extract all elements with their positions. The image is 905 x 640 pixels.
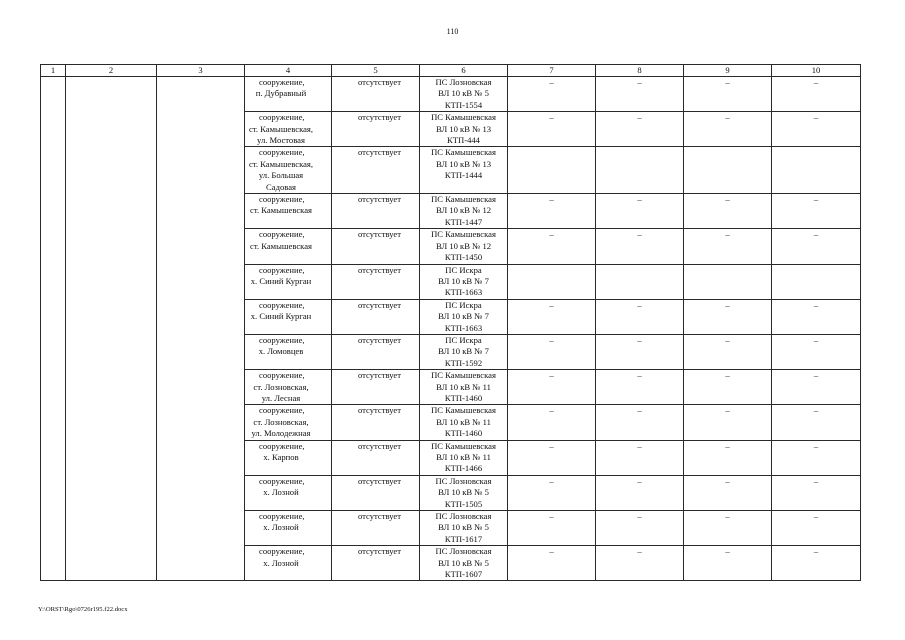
table-row xyxy=(41,440,861,475)
status-cell xyxy=(332,299,420,334)
column-header-7: 7 xyxy=(508,65,596,77)
power-source-line: КТП-1466 xyxy=(444,463,483,474)
object-line: ул. Молодежная xyxy=(251,428,311,439)
value-cell-c9 xyxy=(684,147,772,194)
value-cell-c8: – xyxy=(596,546,684,581)
value-cell-c9 xyxy=(684,264,772,299)
power-source-line: КТП-1444 xyxy=(444,170,483,181)
empty-cell-col-1 xyxy=(41,511,66,546)
power-source-cell xyxy=(420,299,508,334)
empty-cell-col-3 xyxy=(157,334,245,369)
object-line: сооружение, xyxy=(259,440,305,451)
status-text: отсутствует xyxy=(358,112,401,123)
power-source-cell xyxy=(420,112,508,147)
empty-cell-col-3 xyxy=(157,475,245,510)
value-cell-c10: – xyxy=(772,440,861,475)
empty-cell-col-2 xyxy=(66,147,157,194)
empty-cell-col-2 xyxy=(66,475,157,510)
object-cell xyxy=(245,475,332,510)
value-cell-c10: – xyxy=(772,194,861,229)
value-cell-c7: – xyxy=(508,370,596,405)
power-source-line: КТП-1663 xyxy=(444,322,483,333)
object-line: ст. Камышевская, xyxy=(248,158,314,169)
table-row xyxy=(41,229,861,264)
value-cell-c8: – xyxy=(596,440,684,475)
value-cell-c9: – xyxy=(684,77,772,112)
power-source-cell xyxy=(420,229,508,264)
status-text: отсутствует xyxy=(358,229,401,240)
object-line: х. Ломовцев xyxy=(258,346,304,357)
value-cell-c10: – xyxy=(772,112,861,147)
empty-cell-col-3 xyxy=(157,405,245,440)
empty-cell-col-2 xyxy=(66,440,157,475)
empty-cell-col-2 xyxy=(66,77,157,112)
value-cell-c10: – xyxy=(772,77,861,112)
empty-cell-col-1 xyxy=(41,405,66,440)
object-line: ст. Камышевская xyxy=(250,205,312,216)
column-header-5: 5 xyxy=(332,65,420,77)
object-line: ул. Лесная xyxy=(261,392,301,403)
empty-cell-col-3 xyxy=(157,194,245,229)
object-cell xyxy=(245,546,332,581)
power-source-line: ВЛ 10 кВ № 11 xyxy=(436,381,491,392)
object-line: сооружение, xyxy=(259,299,305,310)
status-cell xyxy=(332,264,420,299)
status-text: отсутствует xyxy=(358,334,401,345)
power-source-line: ПС Лозновская xyxy=(435,511,492,522)
status-cell xyxy=(332,112,420,147)
power-source-line: КТП-1460 xyxy=(444,428,483,439)
empty-cell-col-1 xyxy=(41,77,66,112)
power-source-line: КТП-1460 xyxy=(444,392,483,403)
value-cell-c8: – xyxy=(596,334,684,369)
empty-cell-col-2 xyxy=(66,370,157,405)
object-line: х. Синий Курган xyxy=(250,275,312,286)
value-cell-c10: – xyxy=(772,299,861,334)
power-source-cell xyxy=(420,370,508,405)
power-source-line: ПС Камышевская xyxy=(431,440,496,451)
table-row xyxy=(41,112,861,147)
value-cell-c10: – xyxy=(772,511,861,546)
value-cell-c8: – xyxy=(596,370,684,405)
column-header-8: 8 xyxy=(596,65,684,77)
table-row xyxy=(41,194,861,229)
object-line: х. Синий Курган xyxy=(250,311,312,322)
value-cell-c7 xyxy=(508,264,596,299)
status-cell xyxy=(332,147,420,194)
status-text: отсутствует xyxy=(358,299,401,310)
power-source-cell xyxy=(420,334,508,369)
power-source-cell xyxy=(420,405,508,440)
power-source-cell xyxy=(420,475,508,510)
object-cell xyxy=(245,405,332,440)
value-cell-c8: – xyxy=(596,229,684,264)
status-text: отсутствует xyxy=(358,264,401,275)
power-source-line: ПС Камышевская xyxy=(431,112,496,123)
value-cell-c8: – xyxy=(596,475,684,510)
empty-cell-col-1 xyxy=(41,334,66,369)
value-cell-c9: – xyxy=(684,194,772,229)
value-cell-c7: – xyxy=(508,112,596,147)
power-source-line: КТП-1663 xyxy=(444,287,483,298)
power-source-line: КТП-1450 xyxy=(444,252,483,263)
object-cell xyxy=(245,334,332,369)
page-number: 110 xyxy=(446,27,459,36)
object-cell xyxy=(245,147,332,194)
power-source-line: ПС Лозновская xyxy=(435,77,492,87)
table-row xyxy=(41,147,861,194)
power-source-line: ПС Камышевская xyxy=(431,147,496,158)
value-cell-c7: – xyxy=(508,334,596,369)
object-line: ст. Лозновская, xyxy=(253,416,309,427)
power-source-cell xyxy=(420,264,508,299)
power-source-line: ВЛ 10 кВ № 12 xyxy=(435,205,492,216)
value-cell-c7: – xyxy=(508,194,596,229)
empty-cell-col-3 xyxy=(157,112,245,147)
object-line: сооружение, xyxy=(259,147,305,158)
empty-cell-col-3 xyxy=(157,147,245,194)
status-text: отсутствует xyxy=(358,147,401,158)
value-cell-c9: – xyxy=(684,440,772,475)
power-source-line: КТП-1617 xyxy=(444,533,483,544)
status-cell xyxy=(332,77,420,112)
value-cell-c9: – xyxy=(684,370,772,405)
object-line: сооружение, xyxy=(259,194,305,205)
value-cell-c8: – xyxy=(596,405,684,440)
power-source-line: ВЛ 10 кВ № 5 xyxy=(438,522,489,533)
object-line: сооружение, xyxy=(259,77,305,87)
empty-cell-col-2 xyxy=(66,546,157,581)
column-header-10: 10 xyxy=(772,65,861,77)
status-text: отсутствует xyxy=(358,77,401,87)
empty-cell-col-1 xyxy=(41,194,66,229)
column-header-9: 9 xyxy=(684,65,772,77)
value-cell-c8: – xyxy=(596,112,684,147)
object-cell xyxy=(245,264,332,299)
object-cell xyxy=(245,77,332,112)
status-text: отсутствует xyxy=(358,511,401,522)
status-cell xyxy=(332,229,420,264)
status-cell xyxy=(332,370,420,405)
power-source-line: ПС Лозновская xyxy=(435,546,492,557)
power-source-line: ВЛ 10 кВ № 5 xyxy=(438,557,489,568)
power-source-line: КТП-1607 xyxy=(444,569,483,580)
value-cell-c10: – xyxy=(772,546,861,581)
value-cell-c7: – xyxy=(508,546,596,581)
empty-cell-col-2 xyxy=(66,194,157,229)
table-body xyxy=(41,77,861,581)
object-line: ул. Большая xyxy=(258,170,304,181)
empty-cell-col-1 xyxy=(41,112,66,147)
status-cell xyxy=(332,405,420,440)
object-cell xyxy=(245,299,332,334)
empty-cell-col-1 xyxy=(41,147,66,194)
power-source-line: КТП-1554 xyxy=(444,99,483,110)
power-source-line: ПС Искра xyxy=(445,264,482,275)
empty-cell-col-3 xyxy=(157,77,245,112)
status-text: отсутствует xyxy=(358,440,401,451)
power-source-line: ПС Камышевская xyxy=(431,229,496,240)
power-source-line: ВЛ 10 кВ № 5 xyxy=(438,88,489,99)
power-source-line: ВЛ 10 кВ № 11 xyxy=(436,416,491,427)
status-cell xyxy=(332,440,420,475)
empty-cell-col-1 xyxy=(41,370,66,405)
value-cell-c10 xyxy=(772,264,861,299)
value-cell-c7: – xyxy=(508,77,596,112)
status-cell xyxy=(332,546,420,581)
object-line: х. Карпов xyxy=(263,452,299,462)
value-cell-c8: – xyxy=(596,511,684,546)
object-cell xyxy=(245,194,332,229)
power-source-cell xyxy=(420,77,508,112)
power-source-line: КТП-444 xyxy=(447,135,480,146)
object-line: сооружение, xyxy=(259,405,305,416)
document-table-wrapper xyxy=(40,64,860,581)
value-cell-c8 xyxy=(596,264,684,299)
value-cell-c10: – xyxy=(772,334,861,369)
empty-cell-col-1 xyxy=(41,475,66,510)
table-row xyxy=(41,546,861,581)
object-line: сооружение, xyxy=(259,334,305,345)
status-cell xyxy=(332,511,420,546)
power-source-line: ПС Искра xyxy=(445,299,482,310)
value-cell-c7: – xyxy=(508,299,596,334)
empty-cell-col-3 xyxy=(157,440,245,475)
value-cell-c10: – xyxy=(772,405,861,440)
object-line: сооружение, xyxy=(259,112,305,123)
column-header-3: 3 xyxy=(157,65,245,77)
infrastructure-table xyxy=(40,64,861,581)
object-line: х. Лозной xyxy=(263,487,299,498)
power-source-line: ПС Камышевская xyxy=(431,370,496,381)
empty-cell-col-2 xyxy=(66,334,157,369)
column-header-4: 4 xyxy=(245,65,332,77)
power-source-line: ПС Искра xyxy=(445,334,482,345)
value-cell-c8: – xyxy=(596,77,684,112)
empty-cell-col-2 xyxy=(66,511,157,546)
status-text: отсутствует xyxy=(358,370,401,381)
power-source-line: ВЛ 10 кВ № 13 xyxy=(435,158,492,169)
power-source-line: ВЛ 10 кВ № 11 xyxy=(436,452,491,462)
footer-file-path: Y:\ORST\Rgo\0726r195.f22.docx xyxy=(38,606,128,613)
status-text: отсутствует xyxy=(358,546,401,557)
value-cell-c7: – xyxy=(508,475,596,510)
value-cell-c9: – xyxy=(684,112,772,147)
object-cell xyxy=(245,229,332,264)
power-source-cell xyxy=(420,440,508,475)
table-row xyxy=(41,334,861,369)
table-row xyxy=(41,405,861,440)
empty-cell-col-1 xyxy=(41,264,66,299)
power-source-line: КТП-1447 xyxy=(444,216,483,227)
empty-cell-col-3 xyxy=(157,229,245,264)
power-source-cell xyxy=(420,194,508,229)
empty-cell-col-3 xyxy=(157,299,245,334)
value-cell-c7: – xyxy=(508,440,596,475)
object-line: сооружение, xyxy=(259,264,305,275)
column-header-6: 6 xyxy=(420,65,508,77)
power-source-line: ВЛ 10 кВ № 13 xyxy=(435,123,492,134)
status-cell xyxy=(332,475,420,510)
table-row xyxy=(41,77,861,112)
empty-cell-col-3 xyxy=(157,264,245,299)
value-cell-c10 xyxy=(772,147,861,194)
value-cell-c9: – xyxy=(684,475,772,510)
object-line: ул. Мостовая xyxy=(257,135,305,146)
object-line: п. Дубравный xyxy=(255,88,307,99)
empty-cell-col-2 xyxy=(66,229,157,264)
table-header-row xyxy=(41,65,861,77)
power-source-line: КТП-1505 xyxy=(444,498,483,509)
table-row xyxy=(41,511,861,546)
table-row xyxy=(41,475,861,510)
power-source-line: ВЛ 10 кВ № 7 xyxy=(438,346,489,357)
value-cell-c9: – xyxy=(684,229,772,264)
power-source-cell xyxy=(420,546,508,581)
object-line: х. Лозной xyxy=(263,522,299,533)
object-cell xyxy=(245,370,332,405)
value-cell-c8 xyxy=(596,147,684,194)
table-row xyxy=(41,299,861,334)
empty-cell-col-2 xyxy=(66,264,157,299)
object-cell xyxy=(245,112,332,147)
empty-cell-col-2 xyxy=(66,112,157,147)
empty-cell-col-1 xyxy=(41,299,66,334)
object-cell xyxy=(245,440,332,475)
value-cell-c7: – xyxy=(508,511,596,546)
empty-cell-col-3 xyxy=(157,546,245,581)
power-source-line: КТП-1592 xyxy=(444,357,483,368)
object-cell xyxy=(245,511,332,546)
column-header-2: 2 xyxy=(66,65,157,77)
power-source-line: ПС Лозновская xyxy=(435,475,492,486)
empty-cell-col-2 xyxy=(66,299,157,334)
object-line: ст. Камышевская, xyxy=(248,123,314,134)
status-cell xyxy=(332,194,420,229)
empty-cell-col-1 xyxy=(41,440,66,475)
power-source-line: ВЛ 10 кВ № 7 xyxy=(438,311,489,322)
value-cell-c9: – xyxy=(684,299,772,334)
power-source-line: ВЛ 10 кВ № 12 xyxy=(435,240,492,251)
power-source-line: ПС Камышевская xyxy=(431,194,496,205)
table-row xyxy=(41,264,861,299)
value-cell-c8: – xyxy=(596,194,684,229)
value-cell-c7 xyxy=(508,147,596,194)
object-line: сооружение, xyxy=(259,229,305,240)
status-text: отсутствует xyxy=(358,405,401,416)
value-cell-c8: – xyxy=(596,299,684,334)
table-row xyxy=(41,370,861,405)
value-cell-c10: – xyxy=(772,475,861,510)
object-line: ст. Камышевская xyxy=(250,240,312,251)
object-line: ст. Лозновская, xyxy=(253,381,309,392)
empty-cell-col-3 xyxy=(157,511,245,546)
value-cell-c7: – xyxy=(508,405,596,440)
status-text: отсутствует xyxy=(358,475,401,486)
object-line: сооружение, xyxy=(259,511,305,522)
column-header-1: 1 xyxy=(41,65,66,77)
power-source-line: ПС Камышевская xyxy=(431,405,496,416)
power-source-cell xyxy=(420,147,508,194)
object-line: сооружение, xyxy=(259,370,305,381)
value-cell-c10: – xyxy=(772,229,861,264)
object-line: сооружение, xyxy=(259,546,305,557)
object-line: сооружение, xyxy=(259,475,305,486)
value-cell-c9: – xyxy=(684,405,772,440)
status-text: отсутствует xyxy=(358,194,401,205)
value-cell-c9: – xyxy=(684,334,772,369)
empty-cell-col-3 xyxy=(157,370,245,405)
value-cell-c7: – xyxy=(508,229,596,264)
object-line: х. Лозной xyxy=(263,557,299,568)
empty-cell-col-1 xyxy=(41,546,66,581)
value-cell-c10: – xyxy=(772,370,861,405)
power-source-line: ВЛ 10 кВ № 5 xyxy=(438,487,489,498)
empty-cell-col-1 xyxy=(41,229,66,264)
object-line: Садовая xyxy=(266,181,296,192)
empty-cell-col-2 xyxy=(66,405,157,440)
power-source-cell xyxy=(420,511,508,546)
power-source-line: ВЛ 10 кВ № 7 xyxy=(438,275,489,286)
value-cell-c9: – xyxy=(684,546,772,581)
value-cell-c9: – xyxy=(684,511,772,546)
status-cell xyxy=(332,334,420,369)
